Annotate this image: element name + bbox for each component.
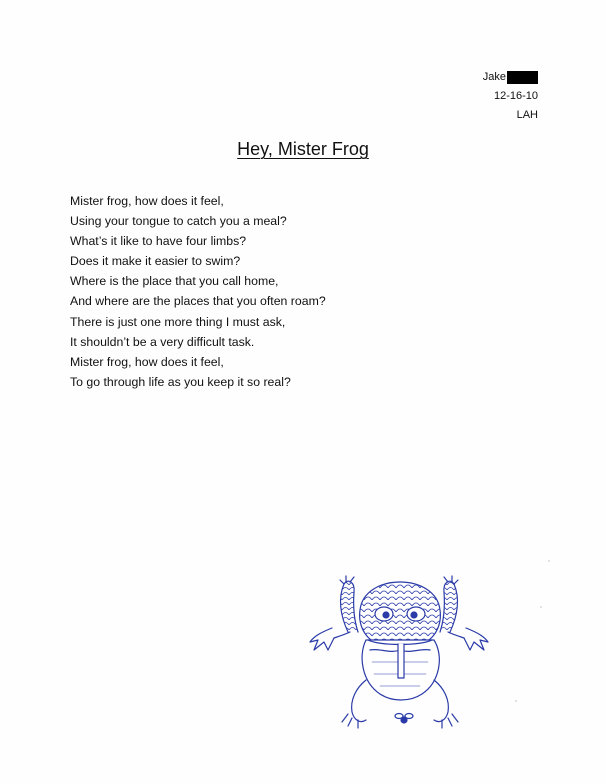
poem-line: There is just one more thing I must ask, [70,314,286,329]
poem-line: Using your tongue to catch you a meal? [70,214,287,229]
author-line [483,68,538,87]
poem-line: To go through life as you keep it so real? [70,374,291,389]
poem-body [70,191,326,392]
scan-speck [540,606,542,608]
frog-left-leg [352,680,366,722]
frog-left-arm [341,581,358,632]
scan-speck [515,700,517,702]
poem-line: Mister frog, how does it feel, [70,194,224,208]
header-block [483,68,538,125]
frog-head [360,582,441,642]
frog-drawing [300,570,500,740]
frog-right-foot [464,628,488,650]
redaction-bar [507,71,538,84]
date-text: 12-16-10 [493,90,538,102]
frog-right-leg [434,680,448,722]
poem-line: Does it make it easier to swim? [70,254,241,269]
frog-left-foot [310,628,334,650]
poem-line: Where is the place that you call home, [70,274,279,289]
frog-right-arm [440,581,457,632]
scan-speck [548,560,550,562]
author-name: Jake [482,71,506,83]
initials-text: LAH [516,109,538,121]
poem-line: And where are the places that you often roam? [70,294,326,309]
frog-tongue [398,644,404,678]
poem-line: What’s it like to have four limbs? [70,234,247,249]
poem-line: Mister frog, how does it feel, [70,354,224,369]
fly-drawing [395,714,413,724]
poem-line: It shouldn’t be a very difficult task. [70,334,255,349]
poem-title-text: Hey, Mister Frog [237,139,369,159]
poem-title [0,138,606,160]
